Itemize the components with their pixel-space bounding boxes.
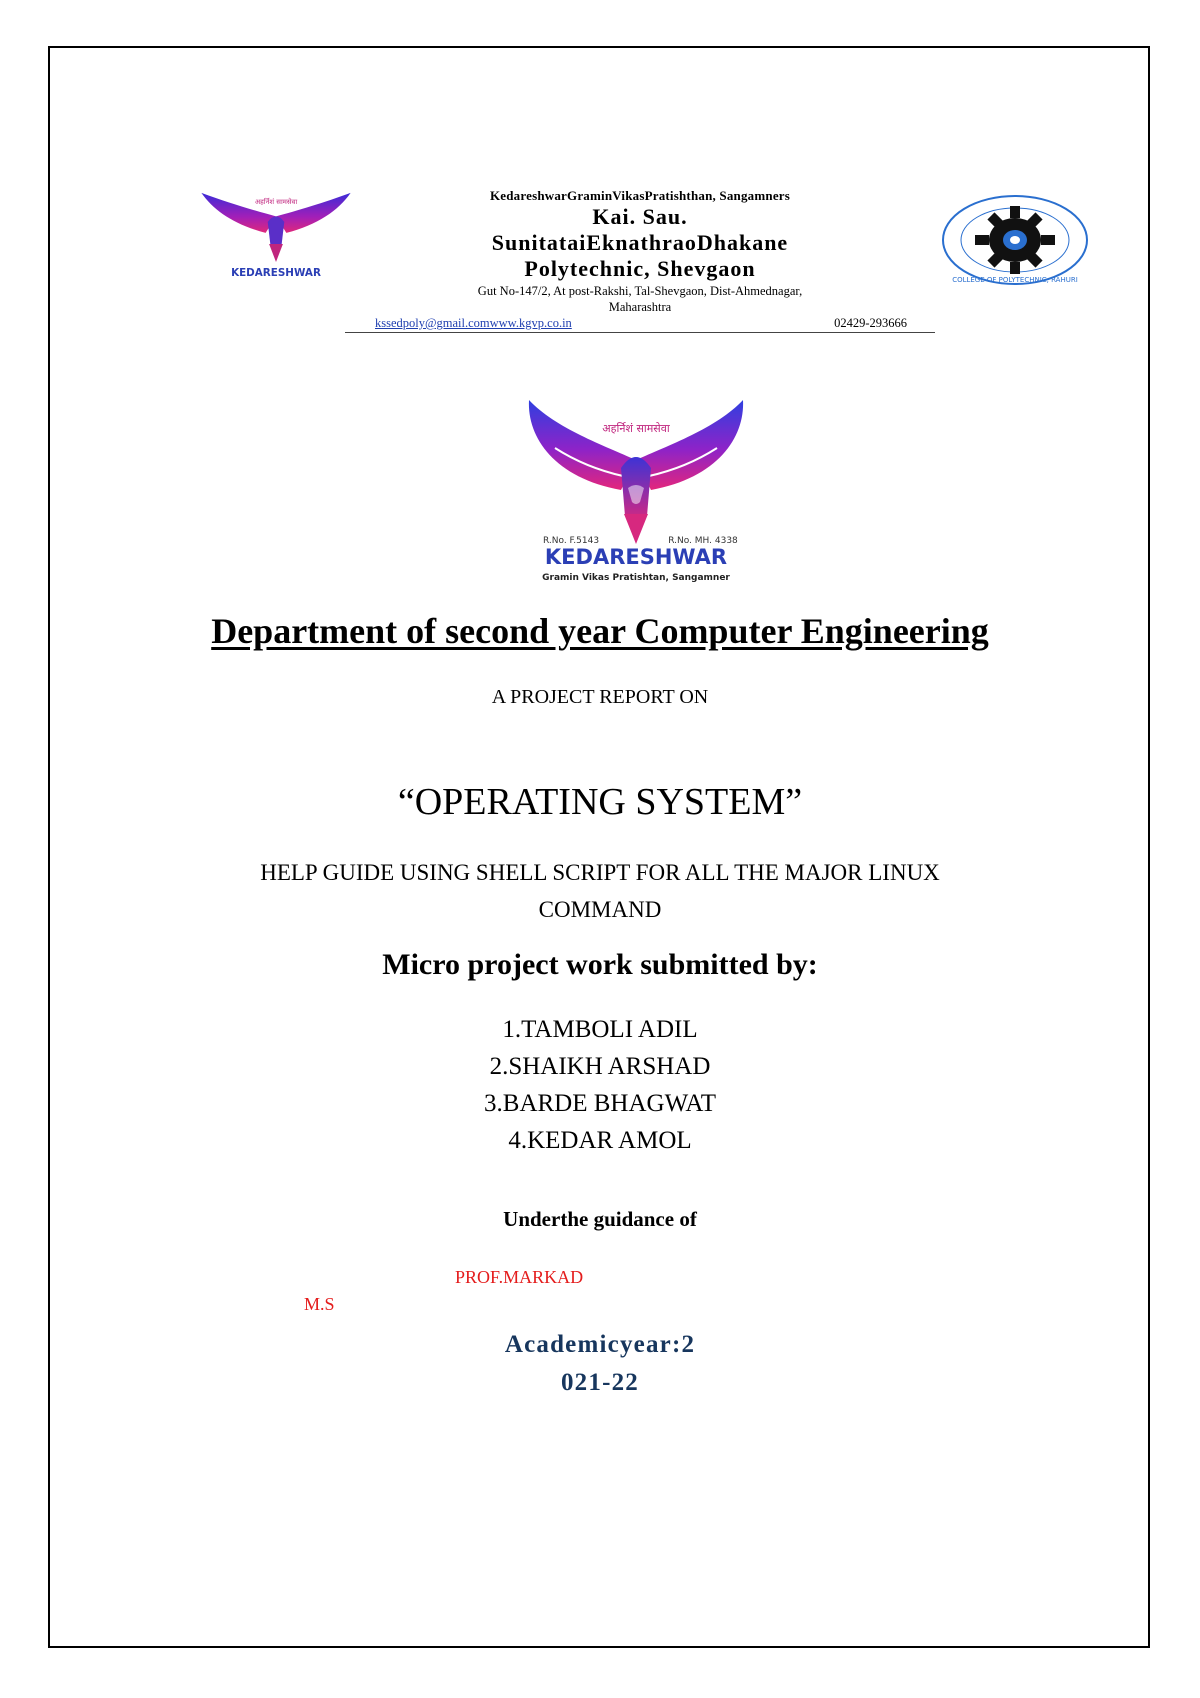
college-name-line3: Polytechnic, Shevgaon [524,256,756,281]
submitted-by-heading: Micro project work submitted by: [382,948,818,981]
logo-small-motto: अहर्निशं सामसेवा [254,197,298,206]
logo-main-brand: KEDARESHWAR [544,545,728,569]
member-3: 3.BARDE BHAGWAT [484,1090,716,1117]
college-name-line2: SunitataiEknathraoDhakane [491,230,789,255]
project-subtitle-line1: HELP GUIDE USING SHELL SCRIPT FOR ALL THE MAJOR LINUX [260,860,940,885]
member-4: 4.KEDAR AMOL [508,1127,692,1154]
guide-name: PROF.MARKAD [455,1267,584,1287]
college-name-line1: Kai. Sau. [592,204,688,229]
academic-year-line2: 021-22 [560,1369,640,1396]
address-line1: Gut No-147/2, At post-Rakshi, Tal-Shevgaon, Dist-Ahmednagar, [477,284,803,298]
logo-small-brand: KEDARESHWAR [231,266,321,279]
logo-main-motto: अहर्निशं सामसेवा [602,422,670,435]
academic-year-line1: Academicyear:2 [504,1331,696,1358]
trust-name: KedareshwarGraminVikasPratishthan, Sangamners [489,188,791,203]
member-2: 2.SHAIKH ARSHAD [489,1053,711,1080]
department-title: Department of second year Computer Engineering [211,611,989,651]
email-web-link[interactable]: kssedpoly@gmail.comwww.kgvp.co.in [375,316,572,330]
logo-main-reg-left: R.No. F.5143 [542,536,600,546]
logo-main-reg-right: R.No. MH. 4338 [668,536,738,546]
contact-line [345,316,935,333]
guidance-label: Underthe guidance of [503,1207,697,1231]
college-header [345,188,935,333]
kedareshwar-logo-main [525,398,747,588]
address-line2: Maharashtra [608,300,672,314]
polytechnic-seal [940,194,1090,286]
project-subtitle-line2: COMMAND [538,897,662,922]
report-label: A PROJECT REPORT ON [491,686,709,708]
logo-main-tagline: Gramin Vikas Pratishtan, Sangamner [542,573,730,583]
seal-text: COLLEGE OF POLYTECHNIC, RAHURI [952,276,1078,284]
guide-initials: M.S [304,1294,335,1314]
kedareshwar-logo-small [200,190,352,280]
project-title: “OPERATING SYSTEM” [397,781,803,823]
phone-number: 02429-293666 [834,316,907,330]
member-1: 1.TAMBOLI ADIL [502,1016,698,1043]
